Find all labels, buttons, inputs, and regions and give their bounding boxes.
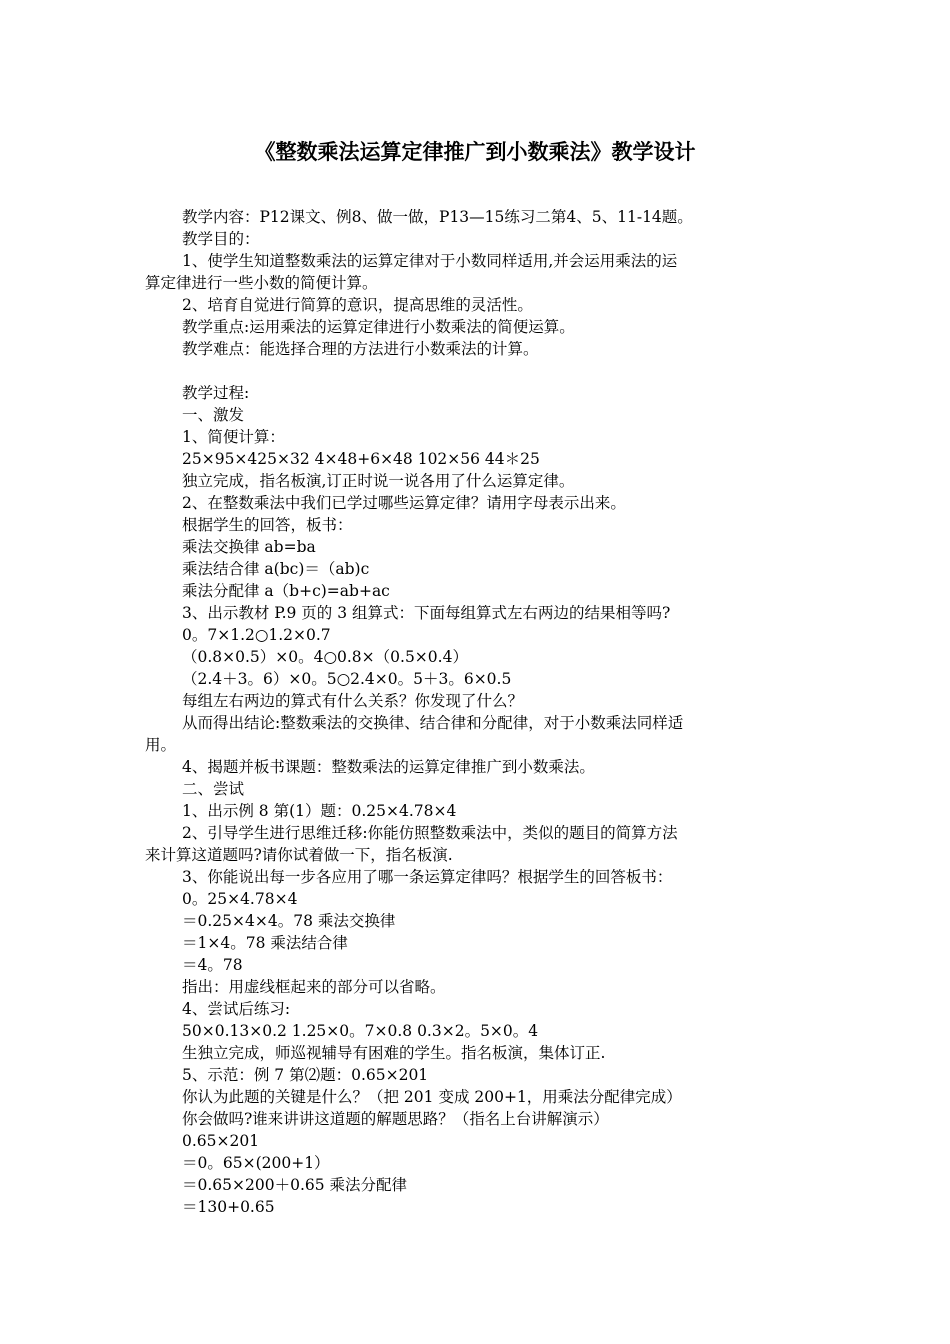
text-line: 乘法交换律 ab=ba (182, 538, 316, 556)
text-line: 4、尝试后练习: (182, 1000, 291, 1018)
text-line: 3、你能说出每一步各应用了哪一条运算定律吗？根据学生的回答板书： (182, 868, 673, 886)
text-line: （2.4＋3。6）×0。5○2.4×0。5＋3。6×0.5 (182, 670, 512, 688)
text-line: 50×0.13×0.2 1.25×0。7×0.8 0.3×2。5×0。4 (182, 1022, 539, 1040)
text-line: 25×95×425×32 4×48+6×48 102×56 44＊25 (182, 450, 540, 468)
text-line: 1、出示例 8 第(1）题：0.25×4.78×4 (182, 802, 457, 820)
text-line: 从而得出结论:整数乘法的交换律、结合律和分配律，对于小数乘法同样适 (182, 714, 684, 732)
text-line: 教学目的： (182, 230, 260, 248)
text-line: 1、简便计算： (182, 428, 285, 446)
text-line: ＝0.25×4×4。78 乘法交换律 (182, 912, 396, 930)
text-line: ＝1×4。78 乘法结合律 (182, 934, 348, 952)
text-line: 教学内容：P12课文、例8、做一做，P13—15练习二第4、5、11-14题。 (182, 208, 693, 226)
document-body (145, 206, 810, 1218)
text-line: 教学难点：能选择合理的方法进行小数乘法的计算。 (182, 340, 539, 358)
text-line: 0。7×1.2○1.2×0.7 (182, 626, 331, 644)
text-line: 1、使学生知道整数乘法的运算定律对于小数同样适用,并会运用乘法的运 (182, 252, 678, 270)
text-line: 教学过程: (182, 384, 250, 402)
text-line: 你会做吗?谁来讲讲这道题的解题思路？（指名上台讲解演示） (182, 1110, 609, 1128)
text-line: 3、出示教材 P.9 页的 3 组算式：下面每组算式左右两边的结果相等吗? (182, 604, 671, 622)
document-title: 《整数乘法运算定律推广到小数乘法》教学设计 (254, 139, 696, 164)
text-line: 乘法结合律 a(bc)＝（ab)c (182, 560, 370, 578)
text-line: 2、培育自觉进行简算的意识，提高思维的灵活性。 (182, 296, 533, 314)
text-line: 算定律进行一些小数的简便计算。 (145, 274, 378, 292)
text-line: 2、在整数乘法中我们已学过哪些运算定律？请用字母表示出来。 (182, 494, 626, 512)
text-line: 你认为此题的关键是什么？（把 201 变成 200+1，用乘法分配律完成） (182, 1088, 682, 1106)
text-line: 0.65×201 (182, 1132, 260, 1150)
text-line: 一、激发 (182, 406, 245, 424)
text-line: 0。25×4.78×4 (182, 890, 298, 908)
text-line: 5、示范：例 7 第⑵题：0.65×201 (182, 1066, 429, 1084)
blank-line (145, 360, 810, 382)
text-line: ＝0。65×(200+1） (182, 1154, 330, 1172)
text-line: 二、尝试 (182, 780, 245, 798)
text-line: 生独立完成，师巡视辅导有困难的学生。指名板演，集体订正. (182, 1044, 606, 1062)
text-line: 4、揭题并板书课题：整数乘法的运算定律推广到小数乘法。 (182, 758, 595, 776)
text-line: 教学重点:运用乘法的运算定律进行小数乘法的简便运算。 (182, 318, 575, 336)
text-line: 独立完成，指名板演,订正时说一说各用了什么运算定律。 (182, 472, 575, 490)
text-line: ＝130+0.65 (182, 1198, 275, 1216)
text-line: 用。 (145, 736, 177, 754)
text-line: 根据学生的回答，板书： (182, 516, 353, 534)
text-line: 乘法分配律 a（b+c)=ab+ac (182, 582, 390, 600)
text-line: ＝4。78 (182, 956, 243, 974)
text-line: 每组左右两边的算式有什么关系？你发现了什么？ (182, 692, 524, 710)
text-line: 2、引导学生进行思维迁移:你能仿照整数乘法中，类似的题目的简算方法 (182, 824, 678, 842)
text-line: （0.8×0.5）×0。4○0.8×（0.5×0.4） (182, 648, 468, 666)
text-line: 来计算这道题吗?请你试着做一下，指名板演. (145, 846, 453, 864)
text-line: 指出：用虚线框起来的部分可以省略。 (182, 978, 446, 996)
text-line: ＝0.65×200＋0.65 乘法分配律 (182, 1176, 408, 1194)
